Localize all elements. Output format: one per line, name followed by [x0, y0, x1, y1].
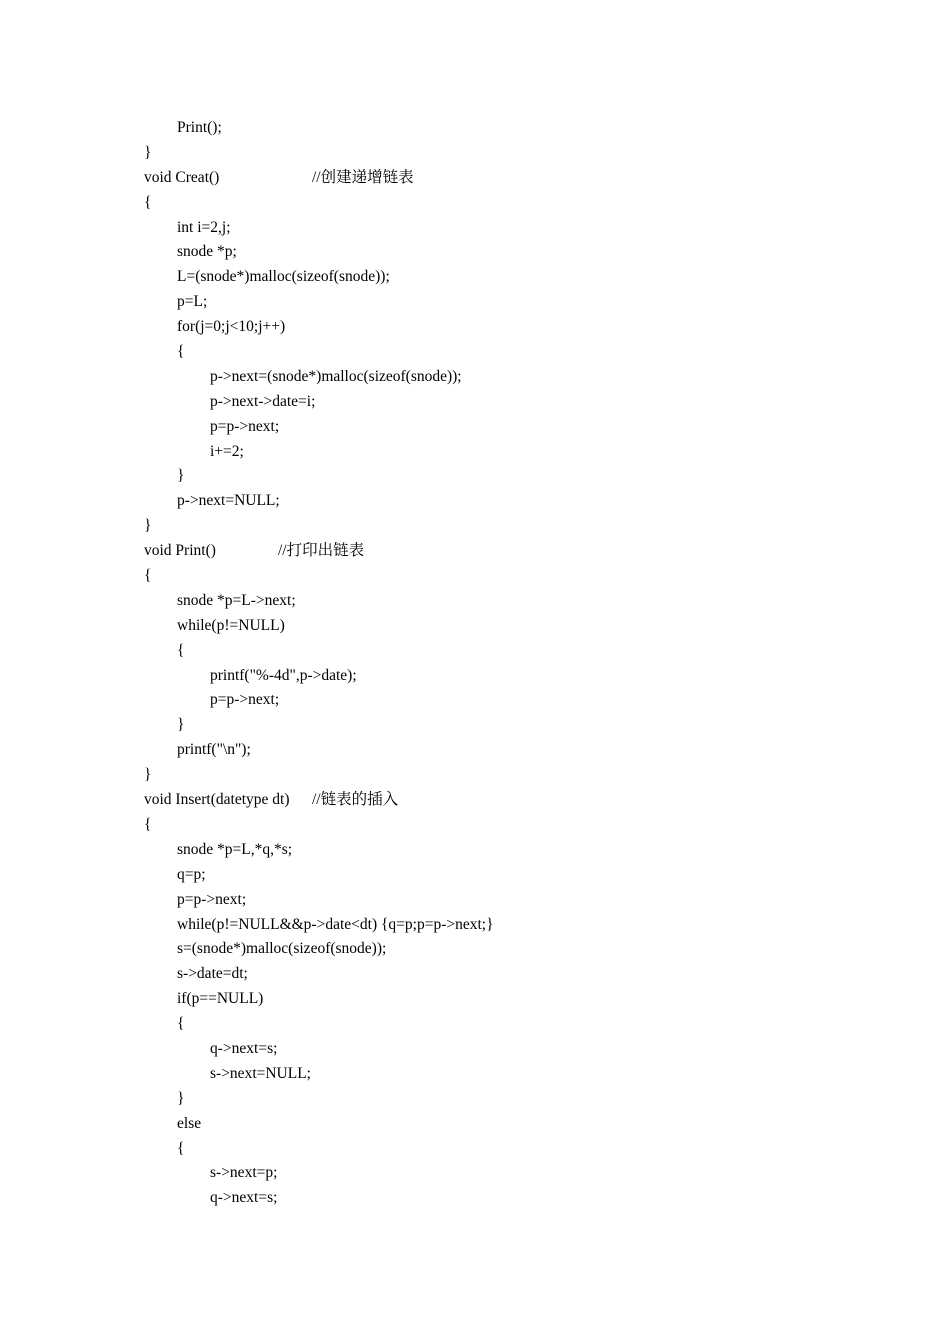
code-text: void Print(): [144, 542, 216, 560]
code-line: [144, 290, 844, 315]
code-line: [144, 763, 844, 788]
code-line: [144, 240, 844, 265]
code-line: [144, 489, 844, 514]
code-line: [144, 962, 844, 987]
code-line: [144, 440, 844, 465]
code-line: [144, 1137, 844, 1162]
code-line: [144, 514, 844, 539]
code-text: s=(snode*)malloc(sizeof(snode));: [177, 940, 387, 958]
code-line: [144, 1161, 844, 1186]
code-line: [144, 1186, 844, 1211]
code-text: q->next=s;: [210, 1039, 278, 1057]
code-text: L=(snode*)malloc(sizeof(snode));: [177, 268, 390, 286]
code-comment: //创建递增链表: [312, 168, 414, 186]
code-text: p->next->date=i;: [210, 392, 316, 410]
code-text: q=p;: [177, 865, 206, 883]
code-line: [144, 464, 844, 489]
code-text: void Creat(): [144, 168, 220, 186]
code-text: snode *p;: [177, 243, 237, 261]
code-line: [144, 191, 844, 216]
code-text: int i=2,j;: [177, 218, 231, 236]
code-text: if(p==NULL): [177, 990, 264, 1008]
code-line: [144, 216, 844, 241]
code-line: [144, 1112, 844, 1137]
code-line: [144, 141, 844, 166]
code-line: [144, 390, 844, 415]
code-text: s->next=NULL;: [210, 1064, 311, 1082]
code-text: {: [144, 567, 152, 585]
code-text: Print();: [177, 119, 222, 136]
code-text: p->next=(snode*)malloc(sizeof(snode));: [210, 367, 462, 385]
code-line: [144, 166, 844, 191]
code-line: [144, 987, 844, 1012]
code-text: }: [177, 467, 185, 485]
code-text: {: [177, 343, 185, 361]
code-text: p=p->next;: [210, 417, 280, 435]
code-text: p=p->next;: [177, 890, 247, 908]
code-line: [144, 116, 844, 141]
code-comment: //打印出链表: [278, 542, 365, 560]
code-line: [144, 340, 844, 365]
code-text: }: [144, 517, 152, 535]
code-line: [144, 539, 844, 564]
code-line: [144, 863, 844, 888]
code-text: p=L;: [177, 293, 208, 311]
code-line: [144, 315, 844, 340]
code-line: [144, 937, 844, 962]
code-text: {: [177, 641, 185, 659]
code-line: [144, 913, 844, 938]
code-text: p=p->next;: [210, 691, 280, 709]
code-text: }: [144, 766, 152, 784]
code-listing: [144, 116, 844, 1211]
code-line: [144, 888, 844, 913]
code-text: }: [177, 716, 185, 734]
code-line: [144, 838, 844, 863]
code-text: void Insert(datetype dt): [144, 791, 290, 809]
code-text: q->next=s;: [210, 1189, 278, 1207]
code-line: [144, 713, 844, 738]
code-line: [144, 415, 844, 440]
code-text: i+=2;: [210, 442, 244, 460]
code-text: while(p!=NULL&&p->date<dt) {q=p;p=p->next;}: [177, 915, 494, 933]
code-line: [144, 788, 844, 813]
code-text: printf("\n");: [177, 741, 251, 759]
code-line: [144, 639, 844, 664]
code-text: {: [177, 1015, 185, 1033]
code-text: printf("%-4d",p->date);: [210, 666, 357, 684]
code-comment: //链表的插入: [312, 791, 399, 809]
code-text: s->next=p;: [210, 1164, 278, 1182]
code-line: [144, 1087, 844, 1112]
code-text: else: [177, 1114, 202, 1132]
code-text: }: [177, 1089, 185, 1107]
code-line: [144, 813, 844, 838]
code-text: while(p!=NULL): [177, 616, 285, 634]
code-line: [144, 265, 844, 290]
code-line: [144, 589, 844, 614]
code-line: [144, 664, 844, 689]
code-line: [144, 614, 844, 639]
code-text: {: [144, 193, 152, 211]
code-line: [144, 1062, 844, 1087]
code-line: [144, 564, 844, 589]
code-text: {: [177, 1139, 185, 1157]
code-text: snode *p=L->next;: [177, 591, 296, 609]
code-line: [144, 365, 844, 390]
code-text: snode *p=L,*q,*s;: [177, 840, 293, 858]
code-text: }: [144, 143, 152, 161]
code-line: [144, 688, 844, 713]
code-line: [144, 1037, 844, 1062]
code-text: for(j=0;j<10;j++): [177, 318, 286, 336]
code-line: [144, 1012, 844, 1037]
code-text: s->date=dt;: [177, 965, 248, 983]
code-line: [144, 738, 844, 763]
code-text: p->next=NULL;: [177, 492, 280, 510]
code-text: {: [144, 815, 152, 833]
